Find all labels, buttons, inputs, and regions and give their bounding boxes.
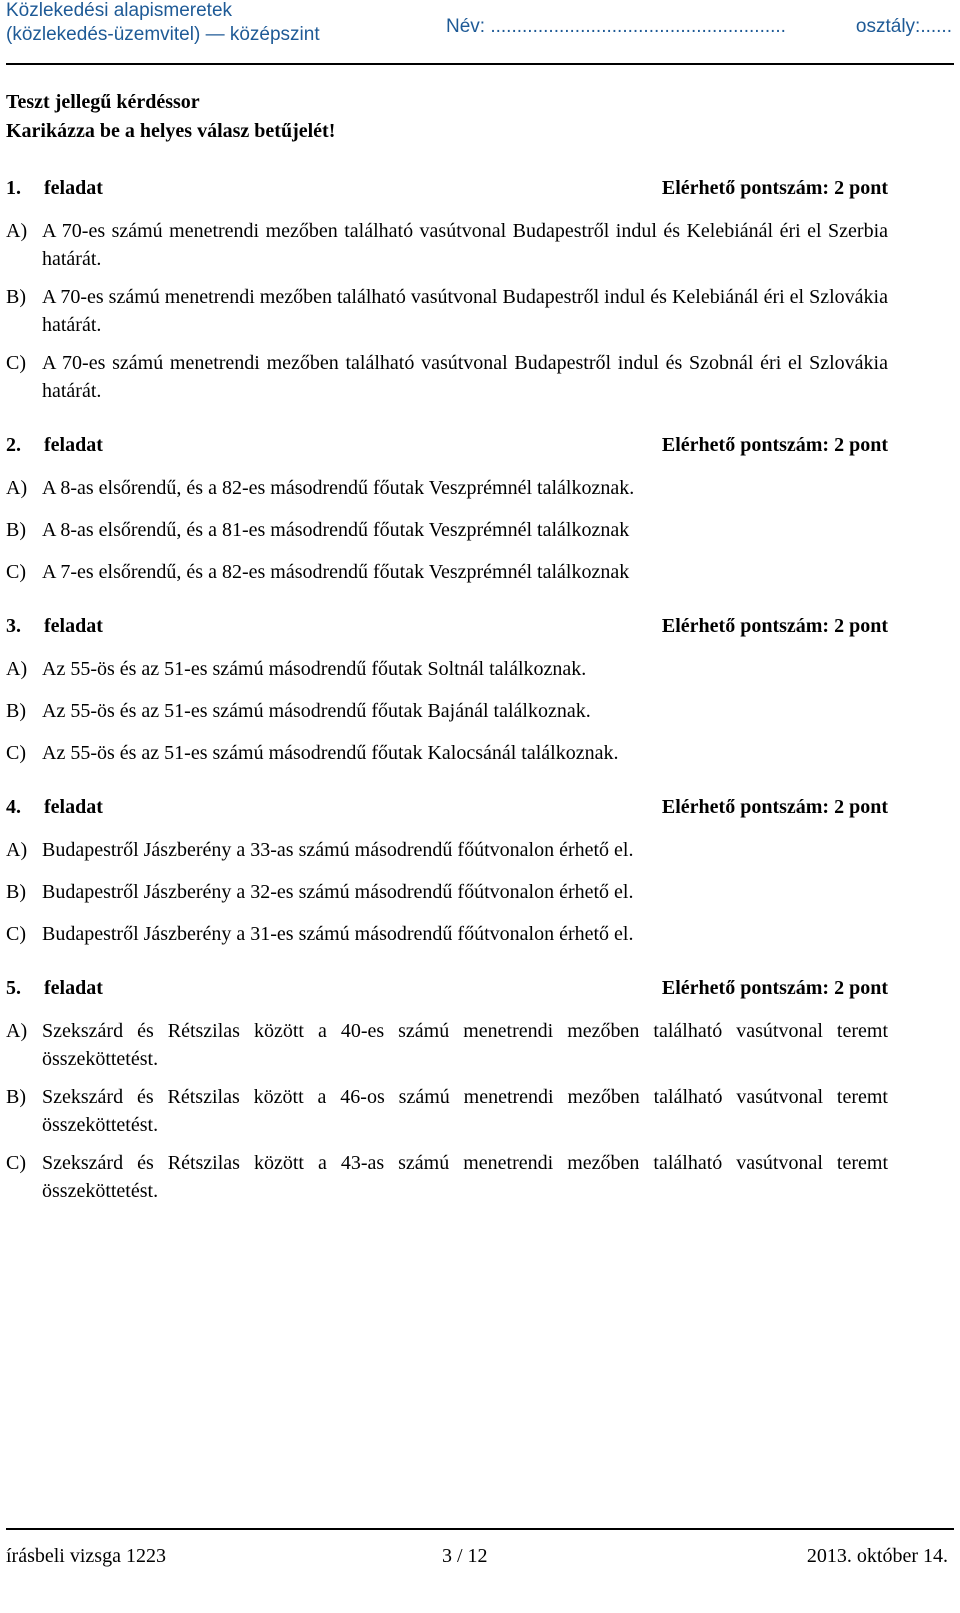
option-text: A 8-as elsőrendű, és a 82-es másodrendű főutak Veszprémnél találkoznak.: [42, 477, 635, 499]
task-number: 5.: [6, 977, 21, 999]
task-points: Elérhető pontszám: 2 pont: [661, 177, 888, 199]
option-text: Budapestről Jászberény a 32-es számú másodrendű főútvonalon érhető el.: [42, 881, 634, 903]
task-label: feladat: [44, 977, 103, 999]
option-text: Budapestről Jászberény a 31-es számú másodrendű főútvonalon érhető el.: [42, 923, 634, 945]
option-a[interactable]: [6, 836, 888, 864]
option-letter[interactable]: A): [6, 839, 28, 861]
option-letter[interactable]: B): [6, 700, 26, 722]
option-text: A 7-es elsőrendű, és a 82-es másodrendű főutak Veszprémnél találkoznak: [42, 561, 630, 583]
page-header: [0, 0, 960, 66]
option-letter[interactable]: B): [6, 881, 26, 903]
option-text: Szekszárd és Rétszilas között a 43-as számú menetrendi mezőben található vasútvonal teremt összeköttetést.: [42, 1152, 888, 1202]
option-letter[interactable]: B): [6, 1086, 26, 1108]
footer-exam: írásbeli vizsga 1223: [6, 1545, 166, 1567]
header-divider: [6, 63, 954, 65]
option-letter[interactable]: C): [6, 352, 26, 374]
section-title: Teszt jellegű kérdéssor: [6, 91, 200, 113]
option-text: A 70-es számú menetrendi mezőben található vasútvonal Budapestről indul és Szobnál éri el Szlovákia határát.: [42, 352, 888, 402]
footer-page-number: 3 / 12: [442, 1545, 488, 1567]
option-b[interactable]: [6, 283, 888, 339]
option-a[interactable]: [6, 217, 888, 273]
option-a[interactable]: [6, 474, 888, 502]
task-5: [6, 974, 888, 1205]
option-text: Budapestről Jászberény a 33-as számú másodrendű főútvonalon érhető el.: [42, 839, 634, 861]
option-letter[interactable]: C): [6, 1152, 26, 1174]
task-3: [6, 612, 888, 767]
task-label: feladat: [44, 796, 103, 818]
task-header: [6, 793, 888, 821]
header-level: (közlekedés-üzemvitel) — középszint: [6, 24, 320, 45]
task-header: [6, 174, 888, 202]
option-c[interactable]: [6, 920, 888, 948]
footer-divider: [6, 1528, 954, 1530]
option-text: Szekszárd és Rétszilas között a 40-es számú menetrendi mezőben található vasútvonal teremt összeköttetést.: [42, 1020, 888, 1070]
option-c[interactable]: [6, 1149, 888, 1205]
task-number: 2.: [6, 434, 21, 456]
option-text: Az 55-ös és az 51-es számú másodrendű főutak Kalocsánál találkoznak.: [42, 742, 619, 764]
option-text: Az 55-ös és az 51-es számú másodrendű főutak Soltnál találkoznak.: [42, 658, 587, 680]
option-letter[interactable]: A): [6, 220, 28, 242]
task-points: Elérhető pontszám: 2 pont: [661, 434, 888, 456]
option-c[interactable]: [6, 739, 888, 767]
task-2: [6, 431, 888, 586]
option-a[interactable]: [6, 1017, 888, 1073]
option-text: A 8-as elsőrendű, és a 81-es másodrendű főutak Veszprémnél találkoznak: [42, 519, 630, 541]
option-b[interactable]: [6, 1083, 888, 1139]
task-4: [6, 793, 888, 948]
section-instruction: Karikázza be a helyes válasz betűjelét!: [6, 120, 336, 142]
header-subject: Közlekedési alapismeretek: [6, 0, 233, 21]
option-c[interactable]: [6, 349, 888, 405]
task-points: Elérhető pontszám: 2 pont: [661, 977, 888, 999]
task-label: feladat: [44, 177, 103, 199]
option-letter[interactable]: A): [6, 477, 28, 499]
task-number: 3.: [6, 615, 21, 637]
footer-date: 2013. október 14.: [806, 1545, 948, 1567]
task-points: Elérhető pontszám: 2 pont: [661, 615, 888, 637]
task-number: 4.: [6, 796, 21, 818]
header-name-field: Név: ........................................................: [446, 16, 786, 37]
intro: [6, 88, 888, 146]
option-letter[interactable]: C): [6, 923, 26, 945]
option-b[interactable]: [6, 878, 888, 906]
option-a[interactable]: [6, 655, 888, 683]
option-b[interactable]: [6, 697, 888, 725]
task-header: [6, 431, 888, 459]
option-text: Az 55-ös és az 51-es számú másodrendű főutak Bajánál találkoznak.: [42, 700, 591, 722]
task-1: [6, 174, 888, 405]
task-header: [6, 612, 888, 640]
option-letter[interactable]: B): [6, 286, 26, 308]
option-text: A 70-es számú menetrendi mezőben található vasútvonal Budapestről indul és Kelebiánál éri el Szlovákia határát.: [42, 286, 888, 336]
option-b[interactable]: [6, 516, 888, 544]
option-text: A 70-es számú menetrendi mezőben található vasútvonal Budapestről indul és Kelebiánál éri el Szerbia határát.: [42, 220, 888, 270]
task-header: [6, 974, 888, 1002]
option-letter[interactable]: C): [6, 561, 26, 583]
task-label: feladat: [44, 434, 103, 456]
option-letter[interactable]: A): [6, 1020, 28, 1042]
task-number: 1.: [6, 177, 21, 199]
option-letter[interactable]: A): [6, 658, 28, 680]
option-c[interactable]: [6, 558, 888, 586]
option-letter[interactable]: B): [6, 519, 26, 541]
header-class-field: osztály:......: [855, 16, 952, 37]
option-letter[interactable]: C): [6, 742, 26, 764]
exam-content: [6, 88, 888, 1231]
option-text: Szekszárd és Rétszilas között a 46-os számú menetrendi mezőben található vasútvonal teremt összeköttetést.: [42, 1086, 888, 1136]
task-label: feladat: [44, 615, 103, 637]
task-points: Elérhető pontszám: 2 pont: [661, 796, 888, 818]
